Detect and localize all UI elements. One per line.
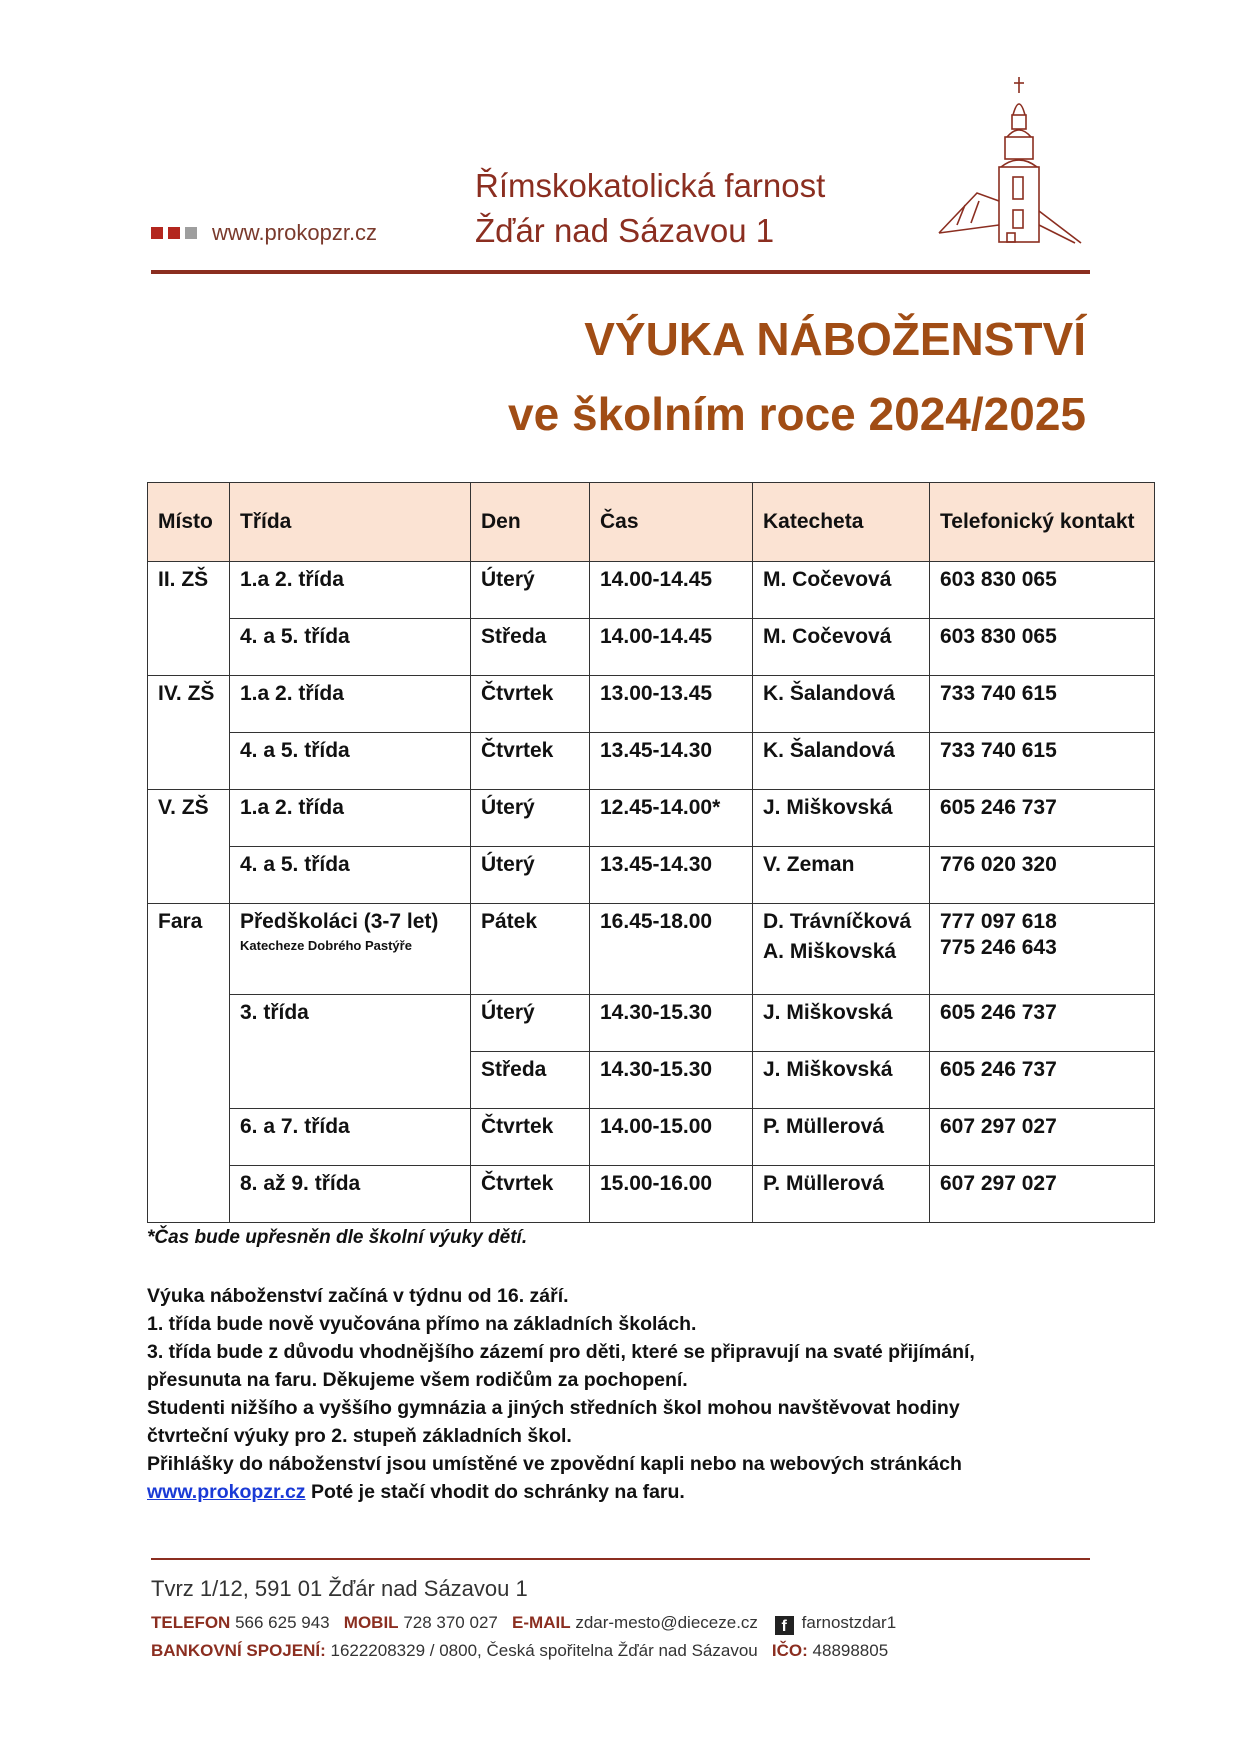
class-sublabel: Katecheze Dobrého Pastýře: [240, 938, 412, 953]
red-square-icon: [151, 227, 163, 239]
time-cell: 13.00-13.45: [590, 676, 753, 733]
table-header-row: [148, 483, 1155, 562]
ico-label: IČO:: [771, 1641, 808, 1660]
time-cell: 14.30-15.30: [590, 995, 753, 1052]
phone-label: TELEFON: [151, 1613, 231, 1632]
table-row: [148, 790, 1155, 847]
class-cell: 4. a 5. třída: [230, 619, 471, 676]
phone-cell: 603 830 065: [930, 619, 1155, 676]
class-cell: 1.a 2. třída: [230, 562, 471, 619]
day-cell: Čtvrtek: [471, 1166, 590, 1223]
phone-value: 566 625 943: [235, 1613, 330, 1632]
day-cell: Čtvrtek: [471, 733, 590, 790]
header-class: Třída: [230, 483, 471, 562]
grey-square-icon: [185, 227, 197, 239]
teacher-cell: K. Šalandová: [753, 733, 930, 790]
footer-address: Tvrz 1/12, 591 01 Žďár nad Sázavou 1: [151, 1576, 528, 1601]
parish-line-1: Římskokatolická farnost: [475, 167, 826, 204]
header-place: Místo: [148, 483, 230, 562]
info-line: přesunuta na faru. Děkujeme všem rodičům za pochopení.: [147, 1369, 688, 1391]
info-line: 1. třída bude nově vyučována přímo na základních školách.: [147, 1313, 697, 1335]
footer-contacts: [151, 1613, 896, 1635]
bank-label: BANKOVNÍ SPOJENÍ:: [151, 1641, 326, 1660]
phone-number: 775 246 643: [940, 936, 1057, 959]
schedule-table: [147, 482, 1155, 1223]
day-cell: Úterý: [471, 790, 590, 847]
table-row: [148, 847, 1155, 904]
info-line: 3. třída bude z důvodu vhodnějšího zázemí pro děti, které se připravují na svaté přijímání,: [147, 1341, 975, 1363]
day-cell: Úterý: [471, 562, 590, 619]
church-logo-icon: [935, 75, 1085, 247]
teacher-cell: K. Šalandová: [753, 676, 930, 733]
mobile-label: MOBIL: [343, 1613, 399, 1632]
teacher-cell: J. Miškovská: [753, 995, 930, 1052]
header-day: Den: [471, 483, 590, 562]
header-divider: [151, 270, 1090, 274]
class-cell: 4. a 5. třída: [230, 733, 471, 790]
phone-cell: 776 020 320: [930, 847, 1155, 904]
place-cell: IV. ZŠ: [148, 676, 230, 790]
teacher-cell: J. Miškovská: [753, 1052, 930, 1109]
email-label: E-MAIL: [512, 1613, 571, 1632]
table-row: [148, 1109, 1155, 1166]
phone-cell: 607 297 027: [930, 1109, 1155, 1166]
table-row: [148, 562, 1155, 619]
time-cell: 15.00-16.00: [590, 1166, 753, 1223]
class-cell: 1.a 2. třída: [230, 790, 471, 847]
page-title: VÝUKA NÁBOŽENSTVÍ: [584, 313, 1086, 365]
ico-value: 48898805: [812, 1641, 889, 1660]
table-row: [148, 676, 1155, 733]
day-cell: Úterý: [471, 847, 590, 904]
teacher-cell: V. Zeman: [753, 847, 930, 904]
teacher-cell: M. Cočevová: [753, 562, 930, 619]
teacher-cell: P. Müllerová: [753, 1166, 930, 1223]
facebook-icon[interactable]: f: [775, 1616, 794, 1635]
day-cell: Čtvrtek: [471, 676, 590, 733]
time-cell: 13.45-14.30: [590, 847, 753, 904]
teacher-cell: J. Miškovská: [753, 790, 930, 847]
phone-cell: 607 297 027: [930, 1166, 1155, 1223]
mobile-value: 728 370 027: [403, 1613, 498, 1632]
bank-value: 1622208329 / 0800, Česká spořitelna Žďár nad Sázavou: [330, 1641, 758, 1660]
phone-cell: 605 246 737: [930, 995, 1155, 1052]
brand-squares: [151, 227, 197, 239]
class-label: Předškoláci (3-7 let): [240, 910, 439, 933]
table-row: [148, 904, 1155, 995]
header-time: Čas: [590, 483, 753, 562]
time-cell: 14.00-14.45: [590, 562, 753, 619]
teacher-cell: [753, 904, 930, 995]
facebook-link[interactable]: farnostzdar1: [801, 1613, 897, 1632]
phone-cell: 605 246 737: [930, 1052, 1155, 1109]
class-cell: 4. a 5. třída: [230, 847, 471, 904]
parish-name: [475, 163, 825, 253]
phone-cell: 603 830 065: [930, 562, 1155, 619]
class-cell: 1.a 2. třída: [230, 676, 471, 733]
day-cell: Čtvrtek: [471, 1109, 590, 1166]
info-paragraph: [147, 1282, 1047, 1506]
info-line: čtvrteční výuky pro 2. stupeň základních škol.: [147, 1425, 572, 1447]
info-line-rest: Poté je stačí vhodit do schránky na faru.: [305, 1481, 685, 1503]
email-link[interactable]: zdar-mesto@dieceze.cz: [575, 1613, 758, 1632]
phone-cell: 733 740 615: [930, 676, 1155, 733]
header-phone: Telefonický kontakt: [930, 483, 1155, 562]
time-cell: 16.45-18.00: [590, 904, 753, 995]
time-cell: 14.00-14.45: [590, 619, 753, 676]
teacher-cell: P. Müllerová: [753, 1109, 930, 1166]
class-cell: 6. a 7. třída: [230, 1109, 471, 1166]
table-row: [148, 995, 1155, 1052]
info-line: Přihlášky do náboženství jsou umístěné ve zpovědní kapli nebo na webových stránkách: [147, 1453, 962, 1475]
teacher-name: D. Trávníčková: [763, 910, 912, 933]
phone-cell: 733 740 615: [930, 733, 1155, 790]
red-square-icon: [168, 227, 180, 239]
class-cell: 8. až 9. třída: [230, 1166, 471, 1223]
time-cell: 14.30-15.30: [590, 1052, 753, 1109]
day-cell: Úterý: [471, 995, 590, 1052]
teacher-name: A. Miškovská: [763, 940, 897, 963]
phone-cell: 605 246 737: [930, 790, 1155, 847]
header-teacher: Katecheta: [753, 483, 930, 562]
place-cell: II. ZŠ: [148, 562, 230, 676]
phone-cell: [930, 904, 1155, 995]
day-cell: Středa: [471, 619, 590, 676]
teacher-cell: M. Cočevová: [753, 619, 930, 676]
table-row: [148, 733, 1155, 790]
info-line: Studenti nižšího a vyššího gymnázia a jiných středních škol mohou navštěvovat hodiny: [147, 1397, 960, 1419]
page-subtitle: ve školním roce 2024/2025: [508, 388, 1086, 440]
table-row: [148, 1166, 1155, 1223]
footer-bank: [151, 1641, 888, 1661]
day-cell: Pátek: [471, 904, 590, 995]
table-row: [148, 619, 1155, 676]
time-cell: 12.45-14.00*: [590, 790, 753, 847]
footer-divider: [151, 1558, 1090, 1560]
place-cell: Fara: [148, 904, 230, 1223]
class-cell: [230, 904, 471, 995]
time-footnote: *Čas bude upřesněn dle školní výuky dětí.: [147, 1227, 528, 1248]
website-link[interactable]: www.prokopzr.cz: [147, 1481, 306, 1503]
class-cell: 3. třída: [230, 995, 471, 1109]
info-line: Výuka náboženství začíná v týdnu od 16. září.: [147, 1285, 569, 1307]
info-line: [147, 1478, 1047, 1506]
place-cell: V. ZŠ: [148, 790, 230, 904]
time-cell: 13.45-14.30: [590, 733, 753, 790]
time-cell: 14.00-15.00: [590, 1109, 753, 1166]
day-cell: Středa: [471, 1052, 590, 1109]
phone-number: 777 097 618: [940, 910, 1057, 933]
website-link[interactable]: www.prokopzr.cz: [212, 220, 378, 245]
parish-line-2: Žďár nad Sázavou 1: [475, 212, 775, 249]
